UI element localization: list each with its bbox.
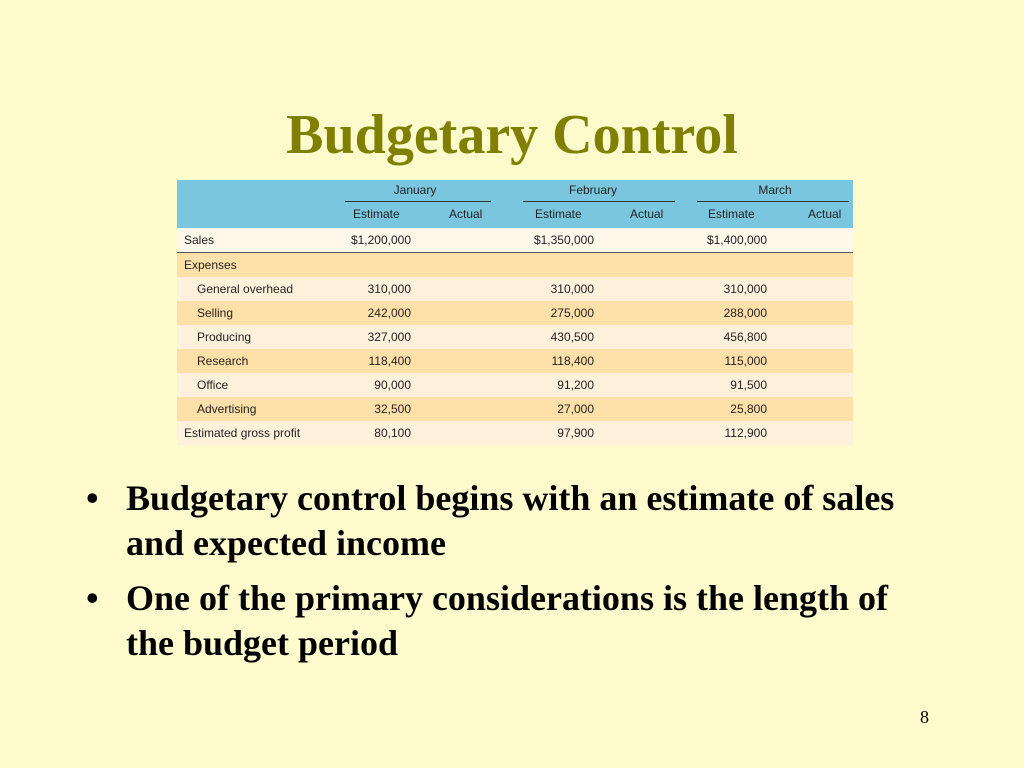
month-header-march: March bbox=[758, 183, 792, 197]
cell-value: 310,000 bbox=[723, 282, 767, 296]
cell-value: $1,200,000 bbox=[350, 233, 411, 247]
subheader-actual: Actual bbox=[449, 207, 483, 221]
page-number: 8 bbox=[920, 707, 929, 727]
subheader-actual: Actual bbox=[808, 207, 842, 221]
subheader-actual: Actual bbox=[630, 207, 664, 221]
month-rule-february bbox=[523, 201, 675, 202]
bullet-dot-icon: • bbox=[86, 578, 99, 618]
row-label: Advertising bbox=[197, 402, 257, 416]
table-header bbox=[177, 180, 853, 228]
cell-value: 327,000 bbox=[367, 330, 411, 344]
cell-value: 97,900 bbox=[557, 426, 594, 440]
table-row bbox=[177, 301, 853, 325]
table-row bbox=[177, 253, 853, 277]
bullet-text: One of the primary considerations is the length of the budget period bbox=[126, 578, 888, 663]
bullet-list bbox=[86, 476, 906, 676]
bullet-dot-icon: • bbox=[86, 478, 99, 518]
bullet-item bbox=[86, 476, 906, 566]
cell-value: 288,000 bbox=[723, 306, 767, 320]
cell-value: $1,400,000 bbox=[706, 233, 767, 247]
bullet-text: Budgetary control begins with an estimate of sales and expected income bbox=[126, 478, 895, 563]
cell-value: 310,000 bbox=[550, 282, 594, 296]
row-label: Producing bbox=[197, 330, 252, 344]
bullet-item bbox=[86, 576, 906, 666]
row-label: General overhead bbox=[197, 282, 294, 296]
cell-value: 242,000 bbox=[367, 306, 411, 320]
table-row bbox=[177, 277, 853, 301]
row-label: Research bbox=[197, 354, 249, 368]
row-label: Office bbox=[197, 378, 229, 392]
cell-value: 25,800 bbox=[730, 402, 767, 416]
cell-value: 275,000 bbox=[550, 306, 594, 320]
subheader-estimate: Estimate bbox=[535, 207, 582, 221]
cell-value: 32,500 bbox=[374, 402, 411, 416]
row-label: Estimated gross profit bbox=[184, 426, 301, 440]
cell-value: 430,500 bbox=[550, 330, 594, 344]
month-rule-january bbox=[345, 201, 491, 202]
row-label: Sales bbox=[184, 233, 215, 247]
budget-table bbox=[177, 180, 853, 445]
row-label: Selling bbox=[197, 306, 234, 320]
cell-value: 115,000 bbox=[724, 354, 767, 368]
cell-value: 91,500 bbox=[730, 378, 767, 392]
month-header-january: January bbox=[393, 183, 437, 197]
subheader-estimate: Estimate bbox=[353, 207, 400, 221]
cell-value: 118,400 bbox=[551, 354, 594, 368]
table-row bbox=[177, 349, 853, 373]
cell-value: 118,400 bbox=[368, 354, 411, 368]
cell-value: 90,000 bbox=[374, 378, 411, 392]
cell-value: 80,100 bbox=[374, 426, 411, 440]
row-label: Expenses bbox=[184, 258, 237, 272]
month-header-february: February bbox=[568, 183, 618, 197]
cell-value: 456,800 bbox=[723, 330, 767, 344]
table-row bbox=[177, 228, 853, 253]
cell-value: 91,200 bbox=[557, 378, 594, 392]
table-row bbox=[177, 421, 853, 445]
table-row bbox=[177, 325, 853, 349]
cell-value: 310,000 bbox=[367, 282, 411, 296]
table-row bbox=[177, 373, 853, 397]
cell-value: $1,350,000 bbox=[533, 233, 594, 247]
slide-title: Budgetary Control bbox=[286, 104, 738, 166]
cell-value: 112,900 bbox=[724, 426, 767, 440]
subheader-estimate: Estimate bbox=[708, 207, 755, 221]
cell-value: 27,000 bbox=[557, 402, 594, 416]
table-row bbox=[177, 397, 853, 421]
month-rule-march bbox=[697, 201, 849, 202]
